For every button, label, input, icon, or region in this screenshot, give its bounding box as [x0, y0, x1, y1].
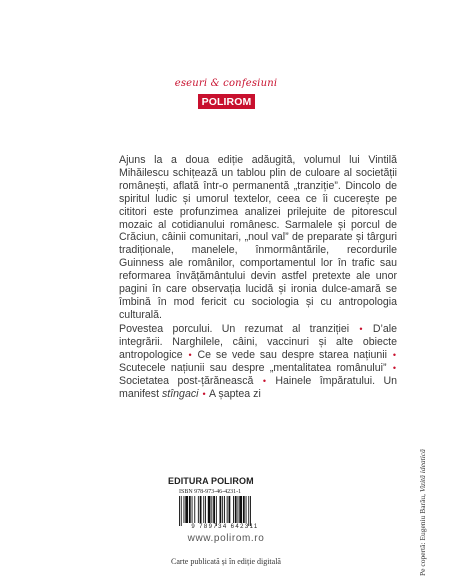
cover-credit-title: Vizită ideatică: [418, 449, 427, 493]
barcode-bar: [185, 496, 188, 523]
barcode-bar: [203, 496, 204, 523]
barcode-bar: [194, 496, 195, 523]
barcode-bar: [208, 496, 211, 523]
cover-credit-prefix: Pe copertă: Eugeniu Barău,: [418, 492, 427, 576]
publisher-logo: [198, 94, 255, 109]
bullet-separator: •: [262, 375, 266, 386]
barcode-bar: [213, 496, 215, 523]
barcode-bar: [246, 496, 247, 523]
barcode-bar: [238, 496, 239, 523]
barcode-bar: [181, 496, 182, 526]
isbn-label: ISBN 978-973-46-4231-1: [179, 489, 242, 495]
digital-edition-note: Carte publicată și în ediție digitală: [171, 557, 281, 566]
barcode-bar: [189, 496, 191, 523]
barcode-bar: [224, 496, 225, 523]
barcode: [177, 496, 275, 526]
publisher-imprint: EDITURA POLIROM: [168, 476, 254, 486]
barcode-bar: [239, 496, 242, 523]
bullet-separator: •: [359, 324, 363, 334]
contents-item: Ce se vede sau despre starea națiunii: [197, 348, 387, 361]
barcode-digits: 9 789734 642311: [191, 524, 259, 530]
barcode-bar: [200, 496, 202, 523]
contents-item: A șaptea zi: [208, 387, 261, 400]
bullet-separator: •: [392, 362, 396, 373]
contents-item: Hainele împăratului. Un manifest: [119, 374, 397, 400]
barcode-bar: [205, 496, 206, 523]
barcode-bar: [222, 496, 223, 523]
cover-credit: [418, 449, 427, 576]
contents-item: D’ale integrării. Narghilele, câini, vaccinuri și alte obiecte antropologice: [119, 323, 397, 361]
contents-item-italic: stîngaci: [161, 387, 199, 400]
website-url[interactable]: www.polirom.ro: [187, 533, 265, 544]
barcode-bar: [243, 496, 245, 523]
contents-item: Scutecele națiunii sau despre „mentalitatea românului”: [119, 361, 387, 374]
barcode-bar: [233, 496, 234, 523]
barcode-bar: [184, 496, 185, 523]
barcode-bar: [179, 496, 180, 526]
barcode-bar: [248, 496, 249, 526]
series-label: eseuri & confesiuni: [174, 78, 278, 89]
contents-item: Povestea porcului. Un rezumat al tranziției: [119, 323, 350, 335]
barcode-bar: [227, 496, 228, 523]
barcode-bar: [211, 496, 212, 523]
barcode-bar: [235, 496, 237, 523]
barcode-bar: [198, 496, 199, 523]
barcode-bar: [229, 496, 231, 523]
blurb-text: Ajuns la a doua ediție adăugită, volumul lui Vintilă Mihăilescu schițează un tablou plin de culoare al societății românești, aflată într-o permanentă „tranziție”. Dincolo de spiritul ludic și umorul textelor, ceea ce îi cucerește pe cititori este profunzimea analizei prilejuite de pitorescul mozaic al cotidianului românesc. Sarmalele și porcul de Crăciun, câinii comunitari, „noul val” de preparate și târguri tradiționale, manelele, înmormântările, recordurile Guinness ale românilor, comportamentul lor în trafic sau reformarea învățământului devin astfel pretexte ale unor pagini în care observația lucidă și ironia dulce-amară se îmbină în mod fericit cu sociologia și cu antropologia culturală.: [119, 154, 397, 321]
bullet-separator: •: [188, 349, 192, 360]
barcode-bar: [250, 496, 251, 526]
barcode-bar: [216, 496, 217, 526]
bullet-separator: •: [392, 349, 396, 360]
bullet-separator: •: [202, 388, 206, 399]
barcode-bar: [192, 496, 193, 523]
barcode-bar: [220, 496, 222, 523]
publisher-logo-text: POLIROM: [201, 95, 252, 108]
contents-list: [119, 323, 397, 400]
contents-item: Societatea post-țărănească: [119, 374, 254, 387]
